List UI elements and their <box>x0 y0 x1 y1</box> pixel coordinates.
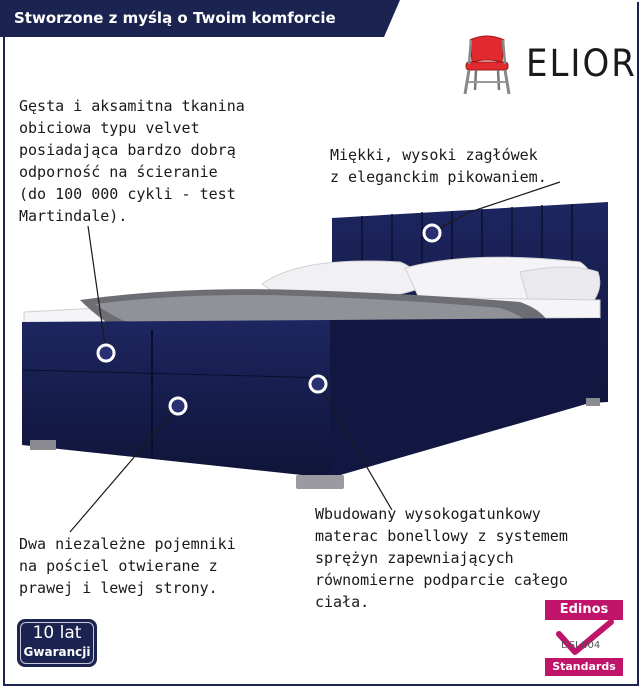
callout-line: na pościel otwierane z <box>19 557 218 575</box>
callout-line: Gęsta i aksamitna tkanina <box>19 97 245 115</box>
edinos-footer: Standards <box>545 658 623 676</box>
callout-line: równomierne podparcie całego <box>315 571 568 589</box>
callout-line: sprężyn zapewniających <box>315 549 514 567</box>
callout-storage <box>19 533 299 599</box>
chair-icon <box>456 34 518 96</box>
callout-line: odporność na ścieranie <box>19 163 218 181</box>
callout-line: Martindale). <box>19 207 128 225</box>
callout-line: prawej i lewej strony. <box>19 579 218 597</box>
callout-line: ciała. <box>315 593 370 611</box>
edinos-standard: DSI 804 <box>561 640 601 651</box>
brand-logo <box>456 34 637 96</box>
callout-headboard <box>330 144 620 188</box>
warranty-label: Gwarancji <box>23 645 91 659</box>
warranty-badge <box>17 619 97 667</box>
callout-mattress <box>315 503 635 613</box>
badge-border <box>20 622 94 664</box>
callout-line: obiciowa typu velvet <box>19 119 200 137</box>
warranty-years: 10 lat <box>32 623 82 643</box>
edinos-title: Edinos <box>545 600 623 620</box>
edinos-badge <box>545 600 623 676</box>
callout-line: Miękki, wysoki zagłówek <box>330 146 538 164</box>
callout-line: Wbudowany wysokogatunkowy <box>315 505 541 523</box>
callout-line: materac bonellowy z systemem <box>315 527 568 545</box>
callout-fabric <box>19 95 289 227</box>
callout-line: z eleganckim pikowaniem. <box>330 168 547 186</box>
callout-line: (do 100 000 cykli - test <box>19 185 236 203</box>
callout-line: Dwa niezależne pojemniki <box>19 535 236 553</box>
brand-name: ELIOR <box>526 42 637 86</box>
callout-line: posiadająca bardzo dobrą <box>19 141 236 159</box>
header-title: Stworzone z myślą o Twoim komforcie <box>14 9 336 27</box>
